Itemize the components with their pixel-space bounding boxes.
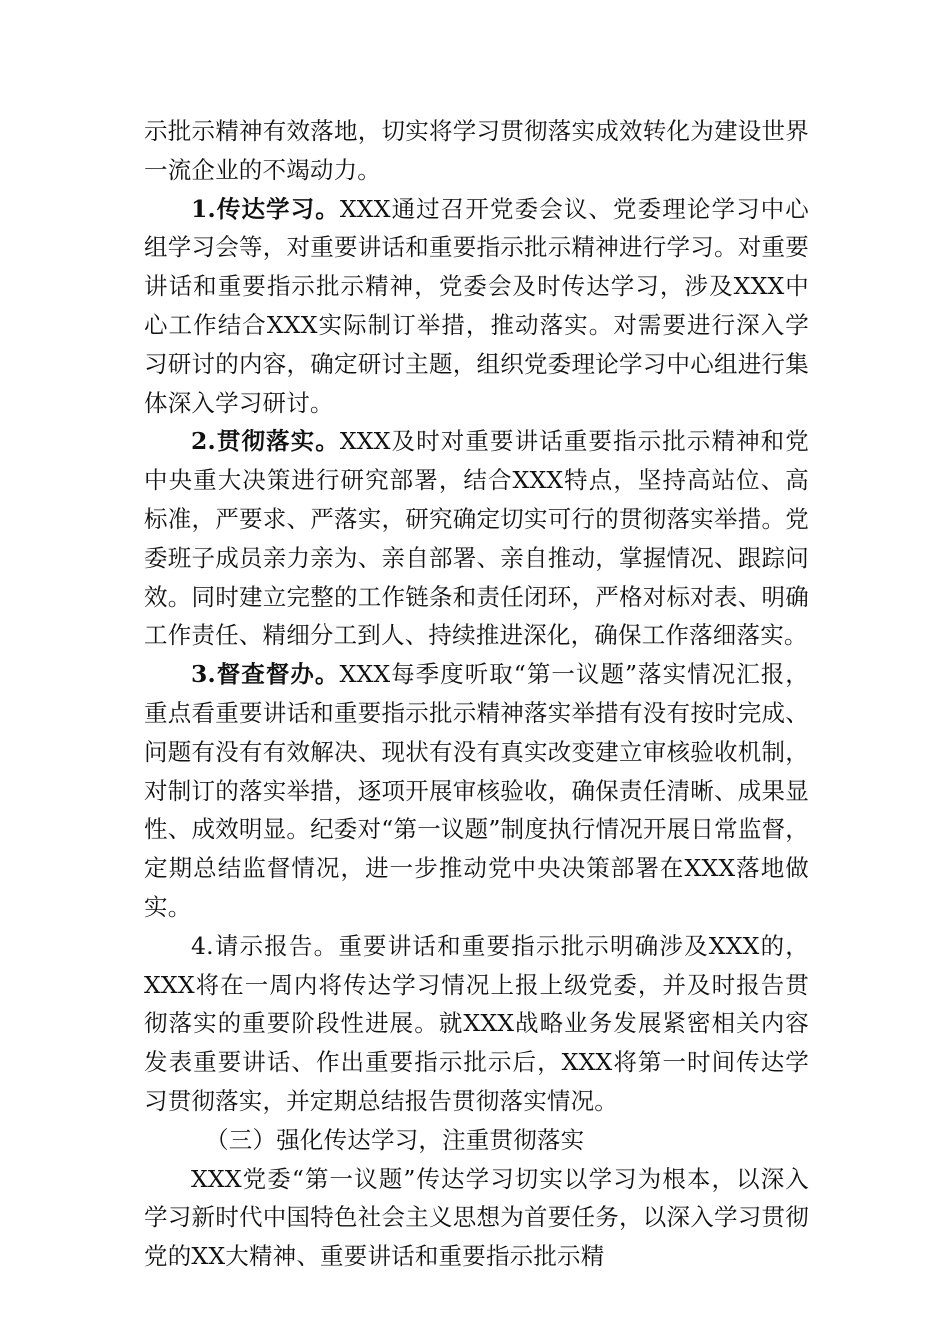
paragraph-text: XXX及时对重要讲话重要指示批示精神和党中央重大决策进行研究部署，结合XXX特点，坚持高站位、高标准，严要求、严落实，研究确定切实可行的贯彻落实举措。党委班子成员亲力亲为、亲自部署、亲自推动，掌握情况、跟踪问效。同时建立完整的工作链条和责任闭环，严格对标对表、明确工作责任、精细分工到人、持续推进深化，确保工作落细落实。 — [144, 427, 809, 650]
paragraph-implement — [144, 422, 809, 655]
section-heading — [144, 1121, 809, 1160]
paragraph-report — [144, 927, 809, 1121]
section-heading-text: （三）强化传达学习，注重贯彻落实 — [205, 1125, 585, 1154]
paragraph-section-intro — [144, 1160, 809, 1276]
paragraph-transmit-study — [144, 190, 809, 423]
document-body — [144, 112, 809, 1276]
paragraph-heading: 2.贯彻落实。 — [191, 427, 340, 456]
paragraph-supervision — [144, 655, 809, 927]
paragraph-text: XXX党委“第一议题”传达学习切实以学习为根本，以深入学习新时代中国特色社会主义思想为首要任务，以深入学习贯彻党的XX大精神、重要讲话和重要指示批示精 — [144, 1164, 809, 1271]
paragraph-heading: 3.督查督办。 — [191, 660, 340, 689]
paragraph-text: 示批示精神有效落地，切实将学习贯彻落实成效转化为建设世界一流企业的不竭动力。 — [144, 117, 809, 184]
paragraph-continuation — [144, 112, 809, 190]
paragraph-heading: 1.传达学习。 — [191, 194, 340, 223]
paragraph-text: XXX通过召开党委会议、党委理论学习中心组学习会等，对重要讲话和重要指示批示精神进行学习。对重要讲话和重要指示批示精神，党委会及时传达学习，涉及XXX中心工作结合XXX实际制订举措，推动落实。对需要进行深入学习研讨的内容，确定研讨主题，组织党委理论学习中心组进行集体深入学习研讨。 — [144, 194, 809, 417]
paragraph-text: XXX每季度听取“第一议题”落实情况汇报，重点看重要讲话和重要指示批示精神落实举措有没有按时完成、问题有没有有效解决、现状有没有真实改变建立审核验收机制，对制订的落实举措，逐项开展审核验收，确保责任清晰、成果显性、成效明显。纪委对“第一议题”制度执行情况开展日常监督，定期总结监督情况，进一步推动党中央决策部署在XXX落地做实。 — [144, 660, 809, 921]
paragraph-text: 4.请示报告。重要讲话和重要指示批示明确涉及XXX的，XXX将在一周内将传达学习情况上报上级党委，并及时报告贯彻落实的重要阶段性进展。就XXX战略业务发展紧密相关内容发表重要讲话、作出重要指示批示后，XXX将第一时间传达学习贯彻落实，并定期总结报告贯彻落实情况。 — [144, 931, 809, 1115]
